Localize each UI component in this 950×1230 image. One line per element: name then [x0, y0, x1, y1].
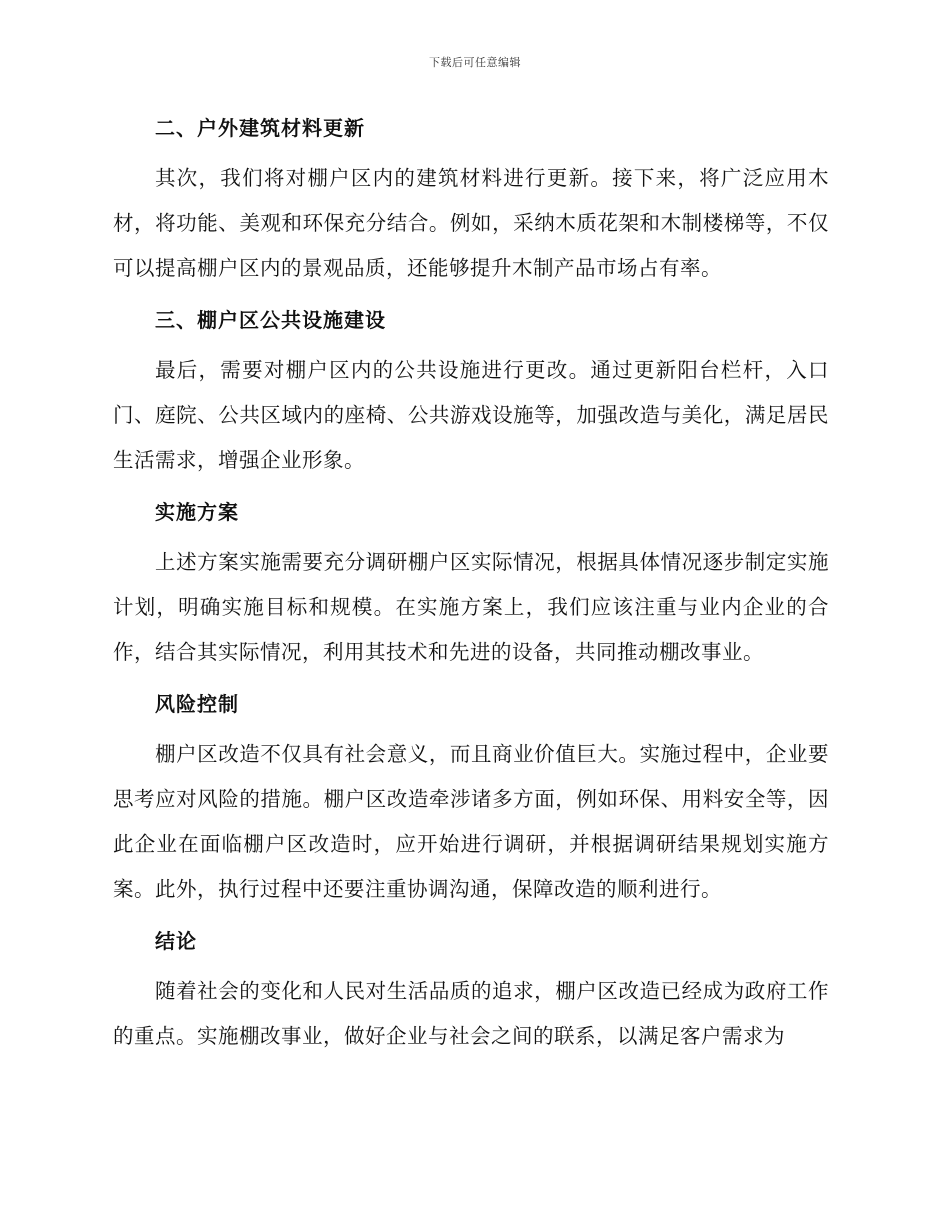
section-heading-risk-control: 风险控制	[155, 692, 239, 716]
document-body	[113, 113, 829, 1059]
section-heading-implementation: 实施方案	[155, 500, 239, 524]
page-header: 下载后可任意编辑	[429, 56, 521, 69]
section-heading-conclusion: 结论	[155, 929, 197, 953]
section-paragraph-public-facilities: 最后，需要对棚户区内的公共设施进行更改。通过更新阳台栏杆，入口门、庭院、公共区域内的座椅、公共游戏设施等，加强改造与美化，满足居民生活需求，增强企业形象。	[113, 358, 829, 472]
section-paragraph-conclusion: 随着社会的变化和人民对生活品质的追求，棚户区改造已经成为政府工作的重点。实施棚改事业，做好企业与社会之间的联系，以满足客户需求为	[113, 979, 829, 1048]
section-paragraph-materials: 其次，我们将对棚户区内的建筑材料进行更新。接下来，将广泛应用木材，将功能、美观和环保充分结合。例如，采纳木质花架和木制楼梯等，不仅可以提高棚户区内的景观品质，还能够提升木制产品市场占有率。	[113, 166, 829, 280]
section-heading-public-facilities: 三、棚户区公共设施建设	[155, 308, 386, 332]
section-paragraph-implementation: 上述方案实施需要充分调研棚户区实际情况，根据具体情况逐步制定实施计划，明确实施目标和规模。在实施方案上，我们应该注重与业内企业的合作，结合其实际情况，利用其技术和先进的设备，共同推动棚改事业。	[113, 550, 829, 664]
section-paragraph-risk-control: 棚户区改造不仅具有社会意义，而且商业价值巨大。实施过程中，企业要思考应对风险的措施。棚户区改造牵涉诸多方面，例如环保、用料安全等，因此企业在面临棚户区改造时，应开始进行调研，并根据调研结果规划实施方案。此外，执行过程中还要注重协调沟通，保障改造的顺利进行。	[113, 742, 829, 901]
section-heading-materials: 二、户外建筑材料更新	[155, 116, 365, 140]
